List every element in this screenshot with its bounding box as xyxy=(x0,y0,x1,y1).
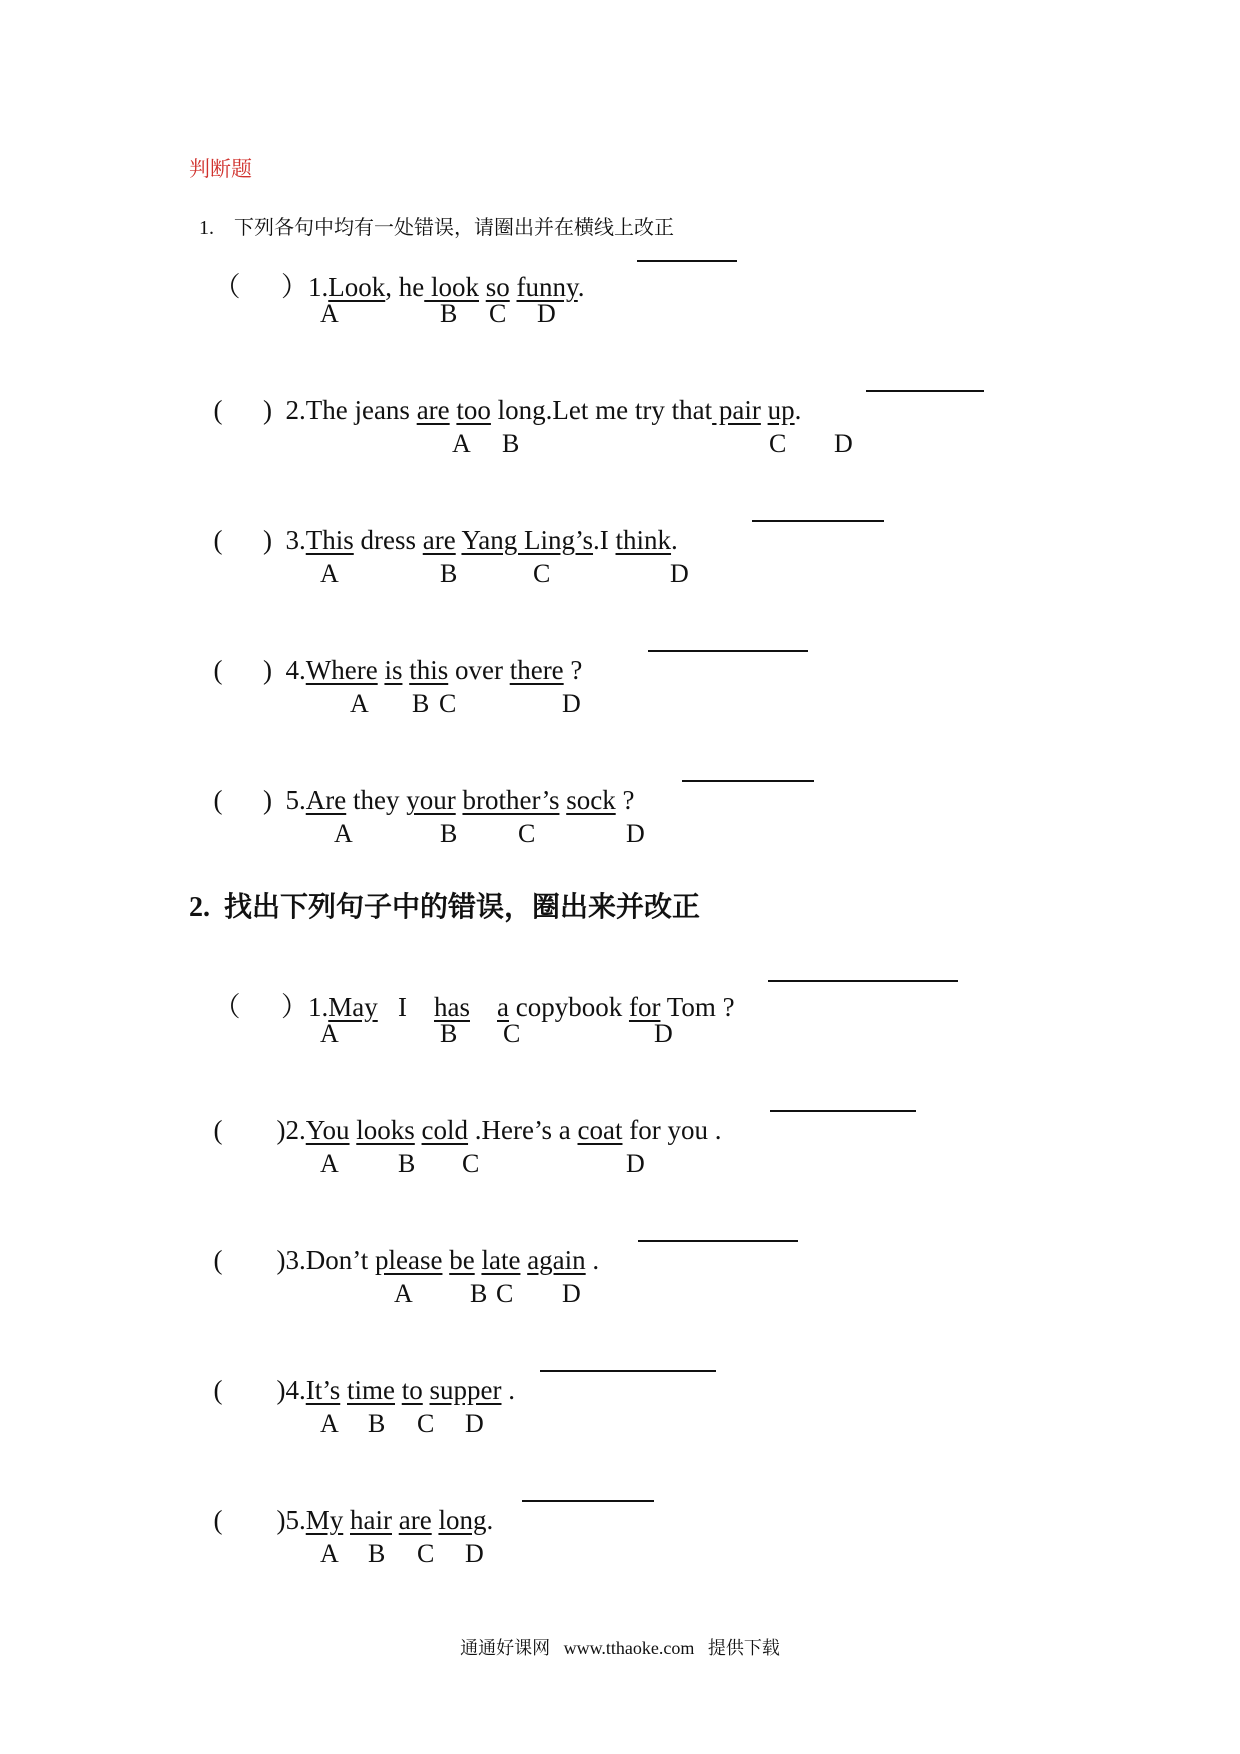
option-d: for xyxy=(628,992,661,1022)
answer-paren[interactable]: ( ) xyxy=(213,395,272,425)
section1-instruction-text: 下列各句中均有一处错误，请圈出并在横线上改正 xyxy=(234,217,674,239)
sentence-text: . xyxy=(671,525,678,555)
q1-2-letter-c: C xyxy=(769,429,787,458)
option-c: are xyxy=(398,1505,432,1535)
section2-heading: 2. 找出下列句子中的错误，圈出来并改正 xyxy=(189,892,701,923)
option-b: are xyxy=(422,525,456,555)
option-b: hair xyxy=(350,1505,392,1535)
q1-2-letter-d: D xyxy=(834,429,853,458)
sentence-text: .Here’s a xyxy=(468,1115,578,1145)
option-a: Where xyxy=(305,655,378,685)
q2-4-letter-a: A xyxy=(320,1409,339,1438)
option-b: looks xyxy=(356,1115,415,1145)
option-c: a xyxy=(497,992,509,1022)
answer-blank[interactable] xyxy=(540,1344,716,1372)
q1-3-letter-a: A xyxy=(320,559,339,588)
option-c: pair xyxy=(712,395,761,425)
sentence-text xyxy=(343,1505,350,1535)
q2-5-letter-a: A xyxy=(320,1539,339,1568)
question-number: 1. xyxy=(308,272,329,302)
sentence-text: ? xyxy=(563,655,583,685)
option-d: there xyxy=(509,655,564,685)
question-number: 3. xyxy=(285,525,306,555)
option-c: late xyxy=(481,1245,521,1275)
q1-2-letter-b: B xyxy=(502,429,520,458)
option-d: long xyxy=(438,1505,487,1535)
sentence-text xyxy=(479,272,486,302)
sentence-text: for you . xyxy=(622,1115,722,1145)
question-number: 1. xyxy=(308,992,329,1022)
q1-1-letter-c: C xyxy=(489,299,507,328)
sentence-text xyxy=(470,992,497,1022)
sentence-text: dress xyxy=(353,525,423,555)
q2-3-letter-c: C xyxy=(496,1279,514,1308)
q2-5-letter-d: D xyxy=(465,1539,484,1568)
answer-blank[interactable] xyxy=(866,364,984,392)
sentence-text xyxy=(415,1115,422,1145)
answer-paren[interactable]: ( ) xyxy=(213,785,272,815)
answer-blank[interactable] xyxy=(648,624,808,652)
sentence-text: ? xyxy=(615,785,635,815)
q1-2-sentence xyxy=(200,364,801,426)
section1-number: 1. xyxy=(199,217,214,239)
page-title: 判断题 xyxy=(189,157,252,181)
answer-paren[interactable]: （ ） xyxy=(213,272,308,302)
option-a: My xyxy=(305,1505,344,1535)
q1-1-letter-b: B xyxy=(440,299,458,328)
answer-paren[interactable]: ( ) xyxy=(213,1505,286,1535)
q2-3-sentence xyxy=(200,1214,599,1276)
q2-4-letter-c: C xyxy=(417,1409,435,1438)
question-number: 2.The jeans xyxy=(285,395,417,425)
sentence-text: they xyxy=(346,785,407,815)
sentence-text: . xyxy=(794,395,802,425)
q1-4-letter-d: D xyxy=(562,689,581,718)
q1-2-letter-a: A xyxy=(452,429,471,458)
answer-paren[interactable]: ( ) xyxy=(213,525,272,555)
sentence-text: Tom ? xyxy=(660,992,735,1022)
sentence-text: , he xyxy=(385,272,425,302)
q2-3-letter-b: B xyxy=(470,1279,488,1308)
option-d: again xyxy=(527,1245,586,1275)
question-number: 5. xyxy=(285,1505,306,1535)
answer-blank[interactable] xyxy=(638,1214,798,1242)
question-number: 2. xyxy=(285,1115,306,1145)
q1-5-letter-b: B xyxy=(440,819,458,848)
option-b: be xyxy=(449,1245,475,1275)
sentence-text xyxy=(340,1375,347,1405)
q2-2-sentence xyxy=(200,1084,721,1146)
option-d: coat xyxy=(577,1115,623,1145)
q2-1-letter-b: B xyxy=(440,1019,458,1048)
q1-4-sentence xyxy=(200,624,582,686)
option-a: May xyxy=(328,992,378,1022)
q1-4-letter-c: C xyxy=(439,689,457,718)
answer-paren[interactable]: （ ） xyxy=(213,992,308,1022)
q2-1-sentence xyxy=(200,954,735,1024)
section1-instruction xyxy=(189,188,674,240)
q2-2-letter-b: B xyxy=(398,1149,416,1178)
option-a: please xyxy=(375,1245,443,1275)
q2-1-letter-a: A xyxy=(320,1019,339,1048)
question-number: 5. xyxy=(285,785,306,815)
answer-paren[interactable]: ( ) xyxy=(213,1375,286,1405)
answer-paren[interactable]: ( ) xyxy=(213,655,272,685)
sentence-text xyxy=(395,1375,402,1405)
sentence-text: copybook xyxy=(508,992,629,1022)
q1-3-letter-c: C xyxy=(533,559,551,588)
q2-3-letter-d: D xyxy=(562,1279,581,1308)
q1-3-letter-b: B xyxy=(440,559,458,588)
option-c: to xyxy=(401,1375,423,1405)
option-b: too xyxy=(456,395,491,425)
footer-text: 通通好课网 www.tthaoke.com 提供下载 xyxy=(460,1638,780,1658)
sentence-text: long.Let me try that xyxy=(490,395,713,425)
q1-3-letter-d: D xyxy=(670,559,689,588)
q1-5-sentence xyxy=(200,754,634,816)
answer-blank[interactable] xyxy=(522,1474,654,1502)
q2-1-letter-c: C xyxy=(503,1019,521,1048)
option-d: sock xyxy=(566,785,616,815)
answer-blank[interactable] xyxy=(770,1084,916,1112)
sentence-text xyxy=(510,272,517,302)
option-c: brother’s xyxy=(462,785,560,815)
option-d: up xyxy=(767,395,795,425)
option-b: look xyxy=(424,272,479,302)
q1-5-letter-d: D xyxy=(626,819,645,848)
sentence-text: over xyxy=(448,655,510,685)
q2-4-letter-d: D xyxy=(465,1409,484,1438)
q2-3-letter-a: A xyxy=(394,1279,413,1308)
q2-5-sentence xyxy=(200,1474,493,1536)
option-a: This xyxy=(305,525,354,555)
q1-4-letter-a: A xyxy=(350,689,369,718)
option-d: funny xyxy=(516,272,578,302)
sentence-text xyxy=(761,395,768,425)
q1-5-letter-c: C xyxy=(518,819,536,848)
option-c: cold xyxy=(421,1115,469,1145)
answer-paren[interactable]: ( ) xyxy=(213,1115,286,1145)
q2-1-letter-d: D xyxy=(654,1019,673,1048)
option-d: supper xyxy=(429,1375,502,1405)
sentence-text: . xyxy=(577,272,585,302)
option-c: this xyxy=(409,655,449,685)
q2-4-letter-b: B xyxy=(368,1409,386,1438)
sentence-text: .I xyxy=(593,525,616,555)
sentence-text: . xyxy=(486,1505,494,1535)
sentence-text: I xyxy=(377,992,434,1022)
option-c: so xyxy=(485,272,510,302)
q1-1-sentence xyxy=(200,234,585,304)
sentence-text: . xyxy=(501,1375,515,1405)
sentence-text xyxy=(392,1505,399,1535)
option-b: your xyxy=(406,785,456,815)
question-number: 3.Don’t xyxy=(285,1245,375,1275)
option-a: Are xyxy=(305,785,347,815)
answer-blank[interactable] xyxy=(752,494,884,522)
option-a: You xyxy=(305,1115,350,1145)
q2-5-letter-c: C xyxy=(417,1539,435,1568)
answer-blank[interactable] xyxy=(768,954,958,982)
q1-1-letter-d: D xyxy=(537,299,556,328)
q2-4-sentence xyxy=(200,1344,515,1406)
question-number: 4. xyxy=(285,1375,306,1405)
option-a: Look xyxy=(328,272,386,302)
q1-5-letter-a: A xyxy=(334,819,353,848)
option-b: has xyxy=(434,992,470,1022)
q2-2-letter-c: C xyxy=(462,1149,480,1178)
q1-1-letter-a: A xyxy=(320,299,339,328)
sentence-text xyxy=(423,1375,430,1405)
q1-3-sentence xyxy=(200,494,678,556)
option-b: is xyxy=(384,655,403,685)
option-a: It’s xyxy=(305,1375,341,1405)
answer-blank[interactable] xyxy=(637,234,737,262)
option-c: Yang Ling’s xyxy=(461,525,594,555)
q2-2-letter-d: D xyxy=(626,1149,645,1178)
q2-2-letter-a: A xyxy=(320,1149,339,1178)
q2-5-letter-b: B xyxy=(368,1539,386,1568)
option-a: are xyxy=(416,395,450,425)
answer-blank[interactable] xyxy=(682,754,814,782)
option-b: time xyxy=(347,1375,395,1405)
question-number: 4. xyxy=(285,655,306,685)
option-d: think xyxy=(615,525,672,555)
q1-4-letter-b: B xyxy=(412,689,430,718)
answer-paren[interactable]: ( ) xyxy=(213,1245,286,1275)
sentence-text: . xyxy=(585,1245,600,1275)
